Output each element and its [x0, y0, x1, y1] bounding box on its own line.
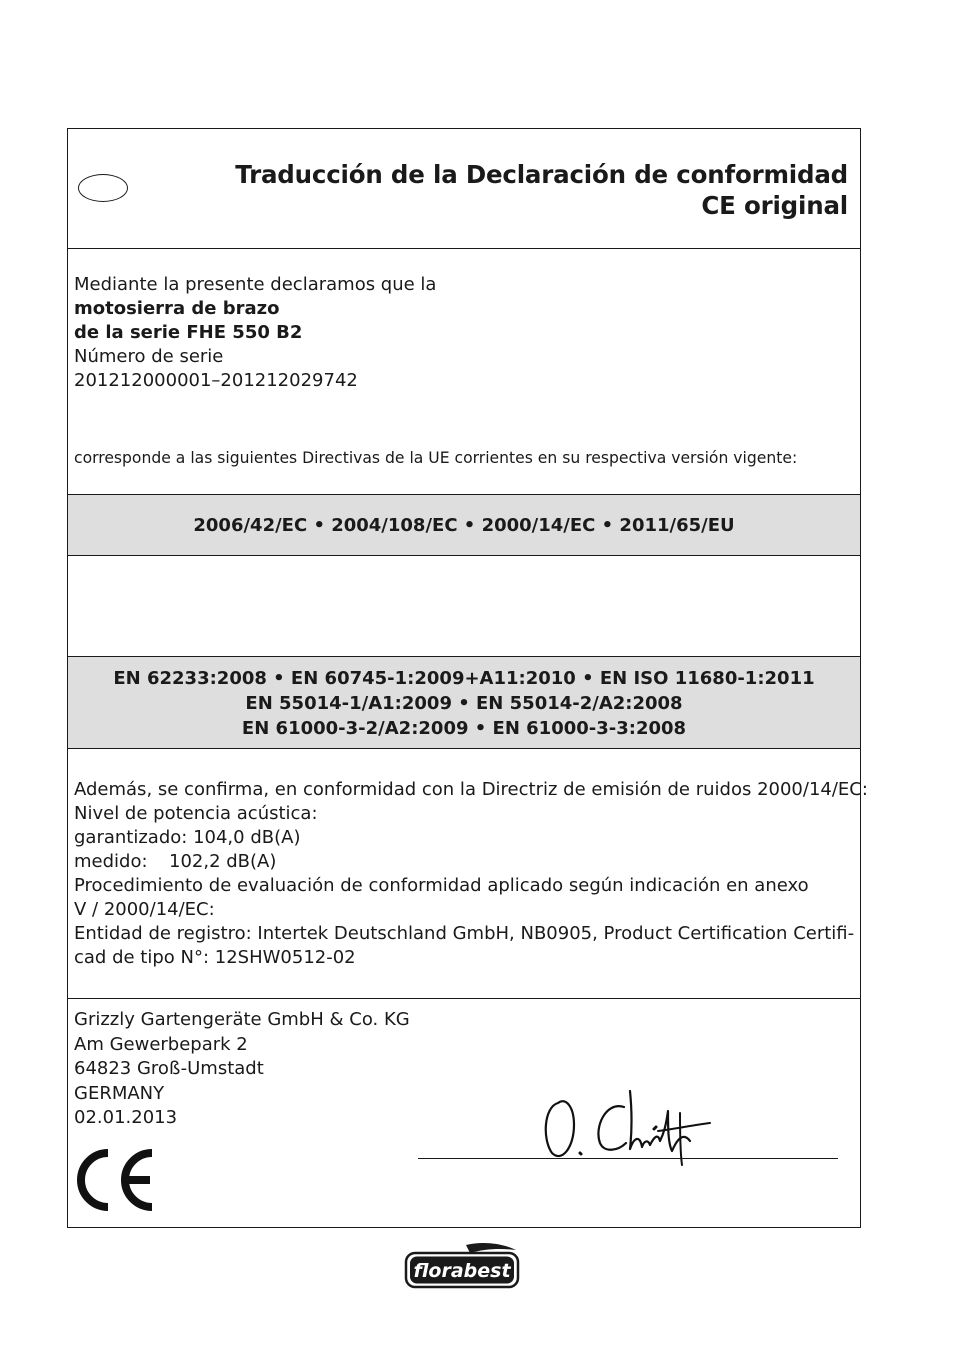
guaranteed-value: 104,0 dB(A): [193, 827, 301, 848]
language-code-oval: [78, 174, 128, 202]
guaranteed-label: garantizado:: [74, 827, 188, 848]
standards-list: [68, 666, 860, 741]
title-line-1: Traducción de la Declaración de conformidad: [235, 160, 848, 189]
company-city: 64823 Groß-Umstadt: [74, 1058, 264, 1079]
serial-label: Número de serie: [74, 346, 224, 367]
company-street: Am Gewerbepark 2: [74, 1033, 248, 1055]
intro-text: [74, 273, 436, 393]
title-section: [68, 129, 860, 248]
company-name: Grizzly Gartengeräte GmbH & Co. KG: [74, 1009, 410, 1030]
entity-line: cad de tipo N°: 12SHW0512-02: [74, 947, 356, 968]
procedure-line: Procedimiento de evaluación de conformidad aplicado según indicación en anexo: [74, 875, 809, 896]
guaranteed-level: [74, 826, 868, 850]
procedure-line: V / 2000/14/EC:: [74, 899, 215, 920]
standards-band: [68, 656, 860, 748]
declaration-date: 02.01.2013: [74, 1107, 178, 1128]
entity-line: Entidad de registro: Intertek Deutschland GmbH, NB0905, Product Certification Certifi-: [74, 923, 855, 944]
signature-icon: [538, 1081, 718, 1181]
noise-section: [68, 748, 868, 998]
measured-value: 102,2 dB(A): [169, 851, 277, 872]
serial-range: 201212000001–201212029742: [74, 370, 358, 391]
intro-section: [68, 248, 860, 494]
standards-line: EN 61000-3-2/A2:2009 • EN 61000-3-3:2008: [241, 718, 687, 739]
empty-section: [68, 555, 860, 656]
florabest-logo-icon: [404, 1242, 522, 1290]
measured-label: medido:: [74, 851, 148, 872]
measured-level: [74, 850, 868, 874]
company-section: [68, 998, 860, 1229]
noise-text: [74, 778, 868, 970]
product-name: motosierra de brazo: [74, 298, 280, 319]
intro-line: Mediante la presente declaramos que la: [74, 274, 437, 295]
ce-mark-icon: [76, 1147, 160, 1213]
directives-band: [68, 494, 860, 555]
company-address: [74, 1008, 410, 1131]
title-line-2: CE original: [701, 191, 848, 220]
signature-line: [418, 1158, 838, 1159]
product-series: de la serie FHE 550 B2: [74, 322, 303, 343]
standards-line: EN 55014-1/A1:2009 • EN 55014-2/A2:2008: [245, 693, 683, 714]
directives-list: 2006/42/EC • 2004/108/EC • 2000/14/EC • 2011/65/EU: [193, 515, 735, 536]
company-country: GERMANY: [74, 1082, 165, 1104]
page-title: [235, 159, 848, 221]
noise-intro: Además, se confirma, en conformidad con la Directriz de emisión de ruidos 2000/14/EC:: [74, 779, 868, 800]
svg-text:florabest: florabest: [413, 1260, 511, 1282]
sound-level-label: Nivel de potencia acústica:: [74, 803, 318, 824]
directives-intro: corresponde a las siguientes Directivas de la UE corrientes en su respectiva versión vigente:: [74, 449, 798, 467]
declaration-frame: [67, 128, 868, 1228]
standards-line: EN 62233:2008 • EN 60745-1:2009+A11:2010 • EN ISO 11680-1:2011: [113, 668, 815, 689]
